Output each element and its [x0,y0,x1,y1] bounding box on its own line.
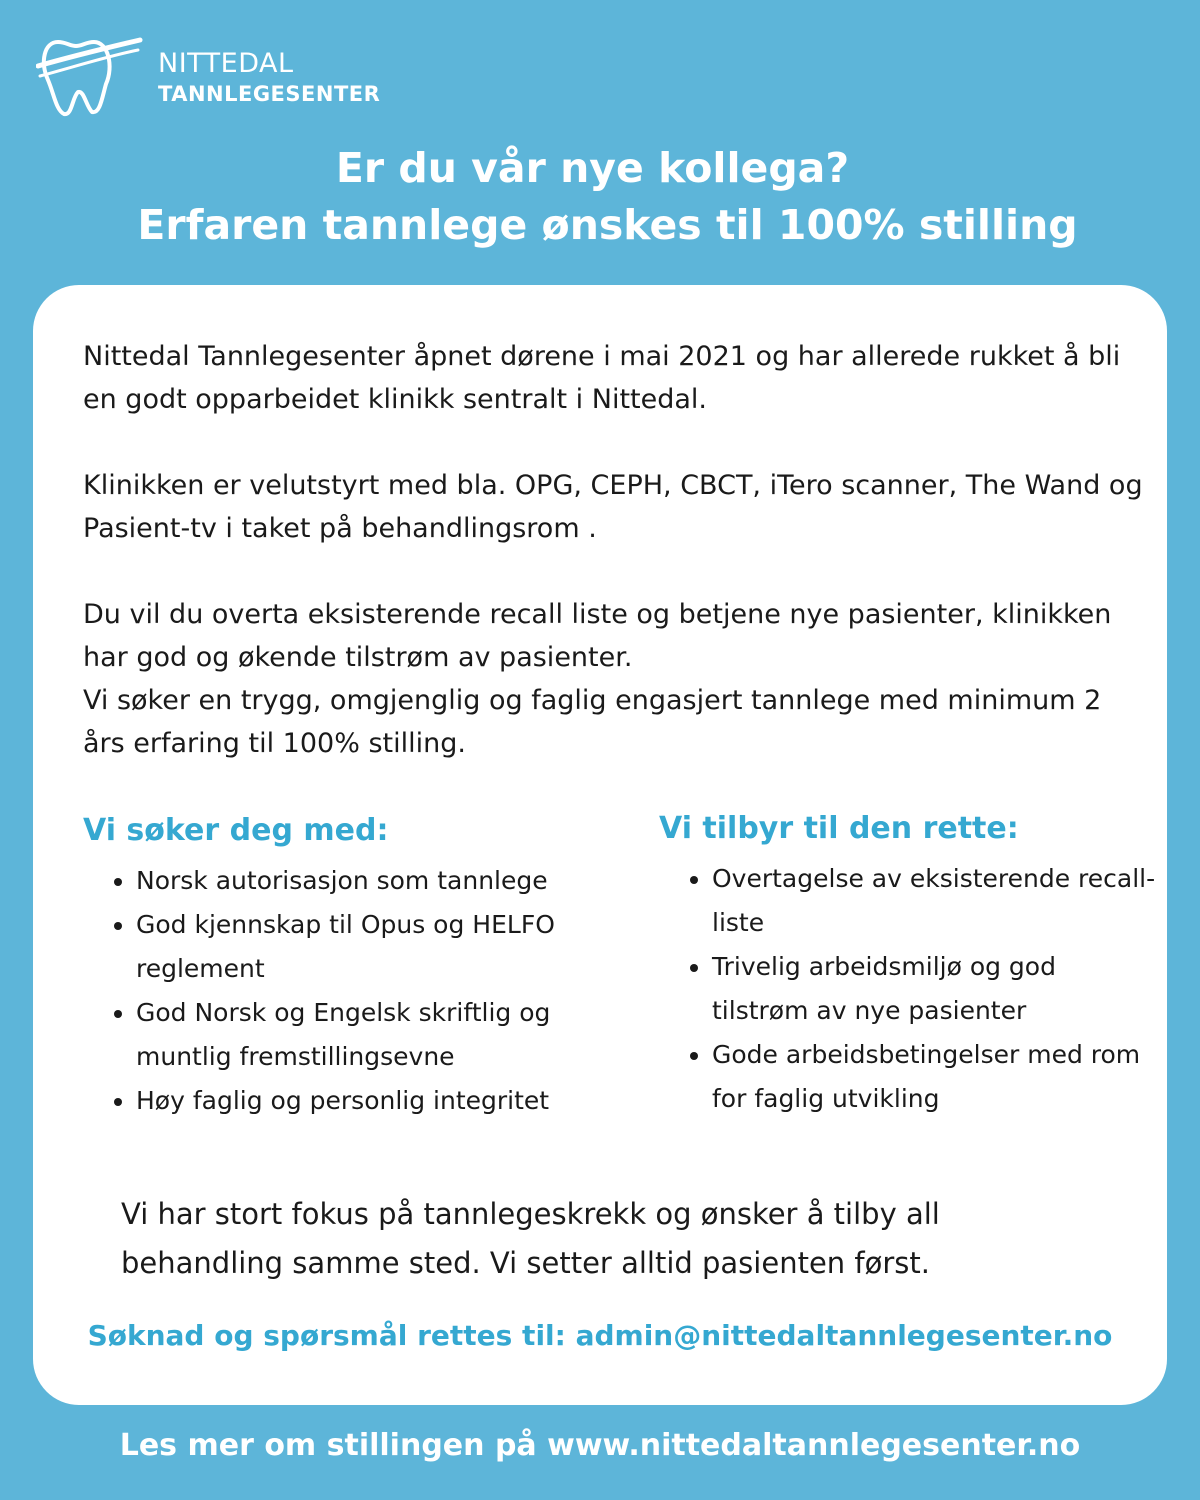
headline-position: Erfaren tannlege ønskes til 100% stilling [137,201,1078,249]
list-item: • Trivelig arbeidsmiljø og god tilstrøm av nye pasienter [712,945,1159,1033]
offering-section [659,807,1159,1121]
logo-text-nittedal: NITTEDAL [158,48,294,79]
headline [0,140,1200,254]
offering-list [659,857,1159,1121]
offering-title: Vi tilbyr til den rette: [659,811,1019,846]
intro-paragraph-requirements: Vi søker en trygg, omgjenglig og faglig engasjert tannlege med minimum 2 års erfaring til 100% stilling. [83,685,1102,759]
list-item: • Høy faglig og personlig integritet [136,1079,623,1123]
content-card [33,285,1167,1405]
contact-line[interactable]: Søknad og spørsmål rettes til: admin@nittedaltannlegesenter.no [87,1319,1113,1352]
tooth-icon [36,28,146,123]
list-item: • Norsk autorisasjon som tannlege [136,859,623,903]
seeking-list [83,859,623,1123]
seeking-section [83,809,623,1123]
list-item: • God kjennskap til Opus og HELFO reglement [136,903,623,991]
closing-statement: Vi har stort fokus på tannlegeskrekk og ønsker å tilby all behandling samme sted. Vi setter alltid pasienten først. [121,1197,940,1280]
intro-paragraph-opening: Nittedal Tannlegesenter åpnet dørene i mai 2021 og har allerede rukket å bli en godt opparbeidet klinikk sentralt i Nittedal. [83,341,1121,415]
list-item: • Gode arbeidsbetingelser med rom for faglig utvikling [712,1033,1159,1121]
footer-website-link[interactable]: Les mer om stillingen på www.nittedaltannlegesenter.no [119,1428,1081,1463]
seeking-title: Vi søker deg med: [83,813,389,848]
intro-paragraph-patients: Du vil du overta eksisterende recall liste og betjene nye pasienter, klinikken har god og økende tilstrøm av pasienter. [83,599,1112,673]
headline-question: Er du vår nye kollega? [335,144,850,192]
list-item: • God Norsk og Engelsk skriftlig og muntlig fremstillingsevne [136,991,623,1079]
intro-text [83,335,1143,808]
intro-paragraph-equipment: Klinikken er velutstyrt med bla. OPG, CEPH, CBCT, iTero scanner, The Wand og Pasient-tv i taket på behandlingsrom . [83,470,1143,544]
logo [36,28,396,128]
list-item: • Overtagelse av eksisterende recall-liste [712,857,1159,945]
logo-text-tannlegesenter: TANNLEGESENTER [158,82,381,106]
